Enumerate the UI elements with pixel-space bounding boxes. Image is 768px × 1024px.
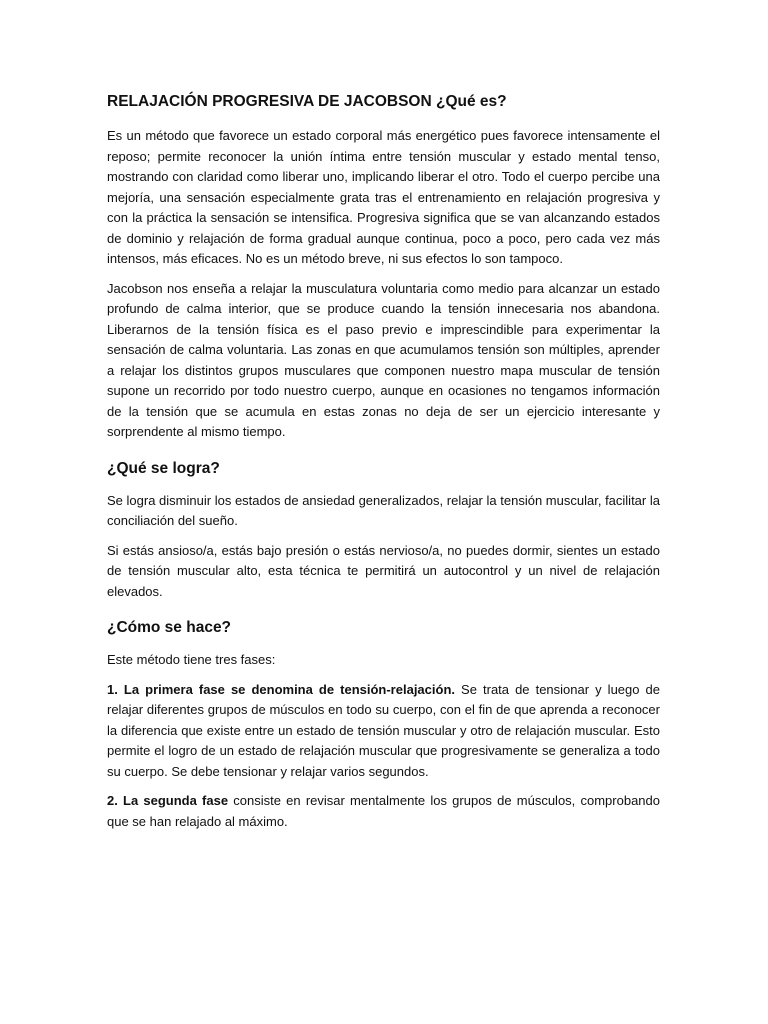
document-page	[107, 92, 660, 841]
fase-1-text: Se trata de tensionar y luego de relajar diferentes grupos de músculos en todo su cuerpo, con el fin de que aprenda a reconocer la diferencia que existe entre un estado de tensión muscular y otro de relajación muscular. Esto permite el logro de un estado de relajación muscular que progresivamente se generaliza a todo su cuerpo. Se debe tensionar y relajar varios segundos.	[107, 681, 661, 779]
fase-2-text: consiste en revisar mentalmente los grupos de músculos, comprobando que se han relajado al máximo.	[107, 793, 660, 829]
intro-paragraph-1: Es un método que favorece un estado corporal más energético pues favorece intensamente el reposo; permite reconocer la unión íntima entre tensión muscular y estado mental tenso, mostrando con claridad como liberar uno, implicando liberar el otro. Todo el cuerpo percibe una mejoría, una sensación especialmente grata tras el entrenamiento en relajación progresiva y con la práctica la sensación se intensifica. Progresiva significa que se van alcanzando estados de dominio y relajación de forma gradual aunque continua, poco a poco, pero cada vez más intensos, más eficaces. No es un método breve, ni sus efectos lo son tampoco.	[107, 128, 660, 267]
fase-1-paragraph	[107, 680, 660, 783]
fase-2-paragraph	[107, 791, 660, 832]
section-heading-logra: ¿Qué se logra?	[107, 459, 220, 477]
title-main: RELAJACIÓN PROGRESIVA DE JACOBSON	[107, 93, 432, 110]
fase-1-lead: 1. La primera fase se denomina de tensión-relajación.	[107, 681, 455, 697]
hace-intro: Este método tiene tres fases:	[107, 652, 276, 668]
fase-2-lead: 2. La segunda fase	[107, 793, 229, 809]
page-title	[107, 92, 660, 112]
title-question: ¿Qué es?	[436, 93, 507, 110]
section-heading-hace: ¿Cómo se hace?	[107, 619, 232, 637]
logra-paragraph-1: Se logra disminuir los estados de ansiedad generalizados, relajar la tensión muscular, facilitar la conciliación del sueño.	[107, 492, 660, 529]
logra-paragraph-2: Si estás ansioso/a, estás bajo presión o estás nervioso/a, no puedes dormir, sientes un estado de tensión muscular alto, esta técnica te permitirá un autocontrol y un nivel de relajación elevados.	[107, 542, 660, 599]
intro-paragraph-2: Jacobson nos enseña a relajar la musculatura voluntaria como medio para alcanzar un estado profundo de calma interior, que se produce cuando la tensión innecesaria nos abandona. Liberarnos de la tensión física es el paso previo e imprescindible para experimentar la sensación de calma voluntaria. Las zonas en que acumulamos tensión son múltiples, aprender a relajar los distintos grupos musculares que componen nuestro mapa muscular de tensión supone un recorrido por todo nuestro cuerpo, aunque en ocasiones no tengamos información de la tensión que se acumula en estas zonas no deja de ser un ejercicio interesante y sorprendente al mismo tiempo.	[107, 280, 660, 440]
